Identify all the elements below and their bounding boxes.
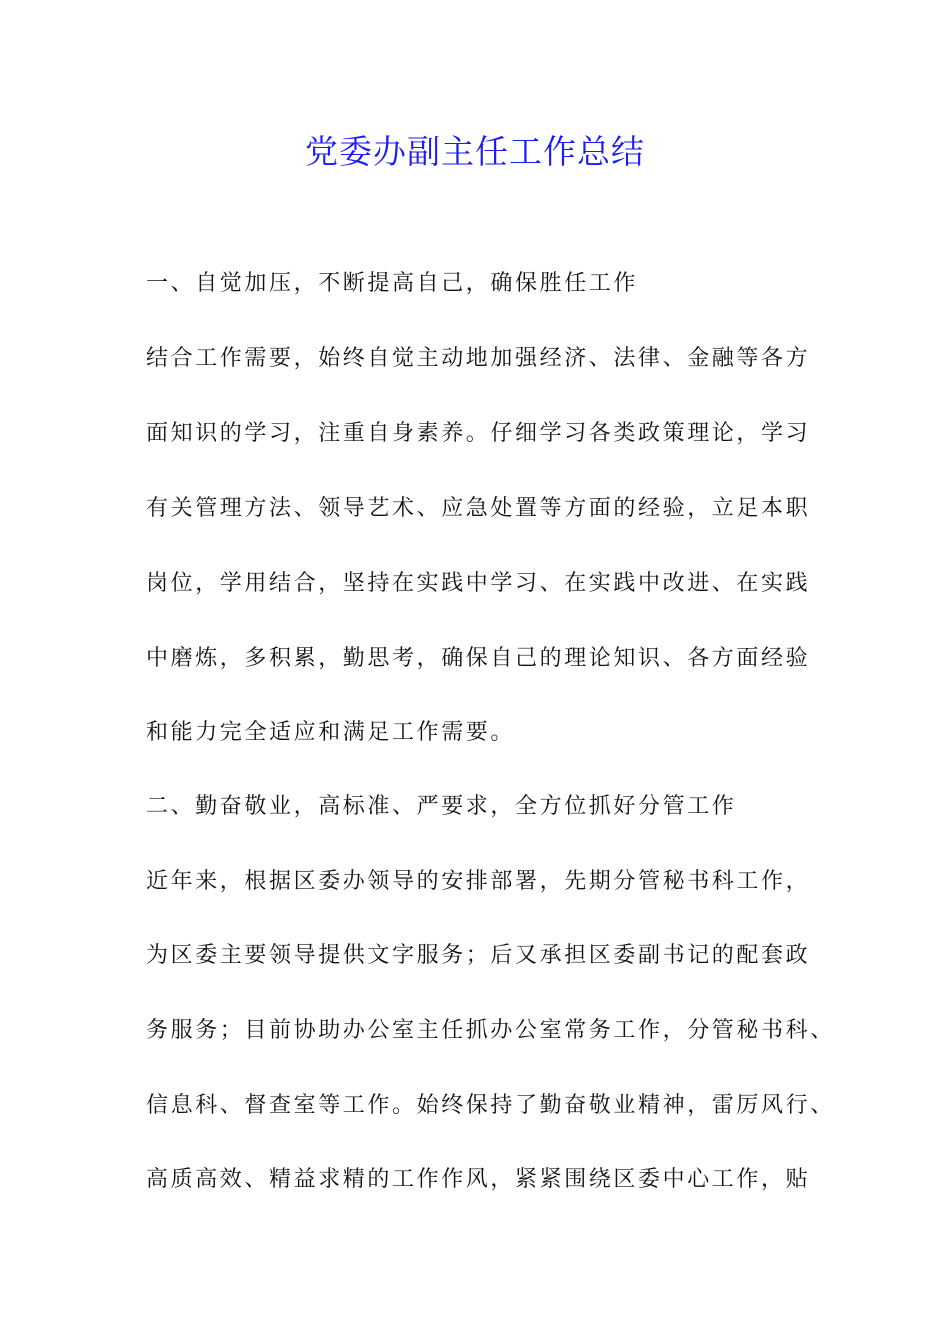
paragraph-line: 和能力完全适应和满足工作需要。 — [146, 720, 516, 745]
paragraph-line: 中磨炼，多积累，勤思考，确保自己的理论知识、各方面经验 — [146, 646, 811, 671]
paragraph-line: 近年来，根据区委办领导的安排部署，先期分管秘书科工作， — [146, 869, 811, 894]
paragraph-line: 信息科、督查室等工作。始终保持了勤奋敬业精神，雷厉风行、 — [146, 1093, 835, 1118]
paragraph-line: 为区委主要领导提供文字服务；后又承担区委副书记的配套政 — [146, 943, 811, 968]
section-heading-1: 一、自觉加压，不断提高自己，确保胜任工作 — [146, 271, 639, 296]
paragraph-line: 高质高效、精益求精的工作作风，紧紧围绕区委中心工作，贴 — [146, 1167, 811, 1192]
section-heading-2: 二、勤奋敬业，高标准、严要求，全方位抓好分管工作 — [146, 794, 737, 819]
paragraph-line: 务服务；目前协助办公室主任抓办公室常务工作，分管秘书科、 — [146, 1018, 835, 1043]
paragraph-line: 有关管理方法、领导艺术、应急处置等方面的经验，立足本职 — [146, 496, 811, 521]
paragraph-line: 面知识的学习，注重自身素养。仔细学习各类政策理论，学习 — [146, 421, 811, 446]
paragraph-line: 结合工作需要，始终自觉主动地加强经济、法律、金融等各方 — [146, 346, 811, 371]
paragraph-line: 岗位，学用结合，坚持在实践中学习、在实践中改进、在实践 — [146, 571, 811, 596]
document-title: 党委办副主任工作总结 — [305, 132, 645, 171]
